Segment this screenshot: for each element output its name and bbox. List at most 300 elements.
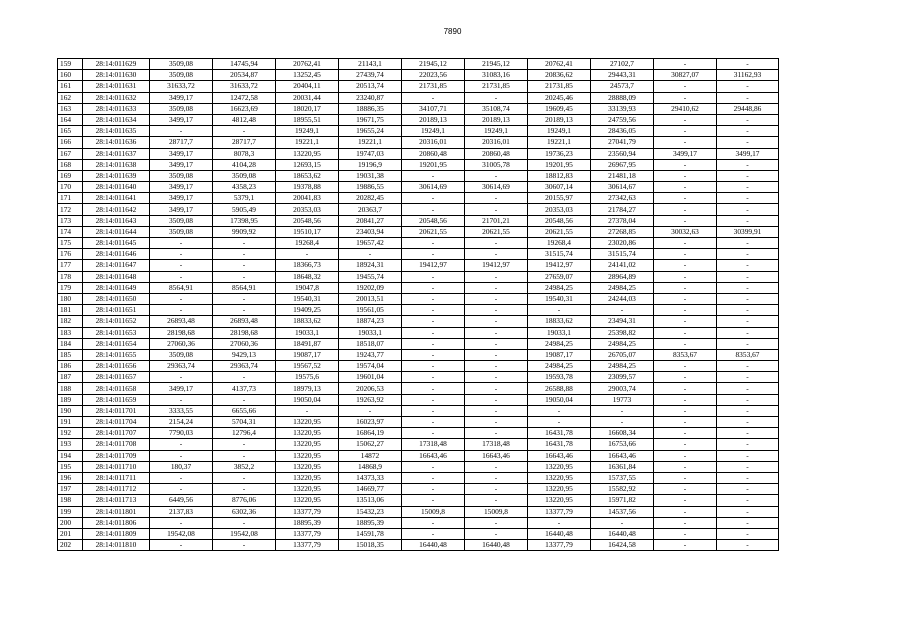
value-cell: 13377,79 bbox=[528, 506, 591, 517]
value-cell: 19773 bbox=[591, 394, 654, 405]
value-cell: 19378,88 bbox=[276, 182, 339, 193]
table-row bbox=[58, 238, 779, 249]
value-cell: 14591,78 bbox=[339, 528, 402, 539]
cadastral-number-cell: 28:14:011645 bbox=[83, 238, 150, 249]
value-cell: - bbox=[465, 249, 528, 260]
value-cell: - bbox=[717, 182, 779, 193]
value-cell: 27102,7 bbox=[591, 59, 654, 70]
table-row bbox=[58, 517, 779, 528]
row-number-cell: 174 bbox=[58, 226, 83, 237]
cadastral-number-cell: 28:14:011707 bbox=[83, 428, 150, 439]
value-cell: 15432,23 bbox=[339, 506, 402, 517]
value-cell: 24984,25 bbox=[528, 282, 591, 293]
cadastral-number-cell: 28:14:011653 bbox=[83, 327, 150, 338]
value-cell: 27060,36 bbox=[150, 338, 213, 349]
value-cell: 3509,08 bbox=[150, 59, 213, 70]
value-cell: 19542,08 bbox=[150, 528, 213, 539]
value-cell: - bbox=[465, 472, 528, 483]
cadastral-number-cell: 28:14:011713 bbox=[83, 495, 150, 506]
value-cell: - bbox=[402, 204, 465, 215]
value-cell: 27342,63 bbox=[591, 193, 654, 204]
value-cell: 21731,85 bbox=[528, 81, 591, 92]
cadastral-number-cell: 28:14:011650 bbox=[83, 293, 150, 304]
value-cell: - bbox=[465, 372, 528, 383]
value-cell: 16431,78 bbox=[528, 428, 591, 439]
value-cell: - bbox=[654, 271, 717, 282]
value-cell: - bbox=[654, 182, 717, 193]
value-cell: 19221,1 bbox=[528, 137, 591, 148]
value-cell: - bbox=[528, 405, 591, 416]
value-cell: 13220,95 bbox=[276, 461, 339, 472]
value-cell: 23560,94 bbox=[591, 148, 654, 159]
value-cell: - bbox=[402, 249, 465, 260]
row-number-cell: 188 bbox=[58, 383, 83, 394]
value-cell: - bbox=[717, 394, 779, 405]
value-cell: - bbox=[465, 204, 528, 215]
value-cell: 16643,46 bbox=[402, 450, 465, 461]
value-cell: 13220,95 bbox=[276, 439, 339, 450]
value-cell: - bbox=[591, 417, 654, 428]
row-number-cell: 189 bbox=[58, 394, 83, 405]
row-number-cell: 183 bbox=[58, 327, 83, 338]
value-cell: 34107,71 bbox=[402, 103, 465, 114]
value-cell: - bbox=[150, 394, 213, 405]
value-cell: 24141,02 bbox=[591, 260, 654, 271]
value-cell: 3499,17 bbox=[150, 148, 213, 159]
table-row bbox=[58, 204, 779, 215]
value-cell: 19540,31 bbox=[528, 293, 591, 304]
value-cell: 3509,08 bbox=[150, 170, 213, 181]
value-cell: 31005,78 bbox=[465, 159, 528, 170]
table-row bbox=[58, 70, 779, 81]
value-cell: - bbox=[402, 92, 465, 103]
value-cell: 20245,46 bbox=[528, 92, 591, 103]
value-cell: 30827,07 bbox=[654, 70, 717, 81]
value-cell: 19412,97 bbox=[402, 260, 465, 271]
cadastral-number-cell: 28:14:011655 bbox=[83, 349, 150, 360]
value-cell: 13220,95 bbox=[276, 495, 339, 506]
value-cell: 19033,1 bbox=[276, 327, 339, 338]
value-cell: - bbox=[402, 316, 465, 327]
table-row bbox=[58, 126, 779, 137]
value-cell: - bbox=[528, 417, 591, 428]
value-cell: 15062,27 bbox=[339, 439, 402, 450]
cadastral-number-cell: 28:14:011810 bbox=[83, 540, 150, 551]
value-cell: 15009,8 bbox=[465, 506, 528, 517]
row-number-cell: 184 bbox=[58, 338, 83, 349]
value-cell: 19202,09 bbox=[339, 282, 402, 293]
value-cell: - bbox=[150, 249, 213, 260]
value-cell: - bbox=[654, 372, 717, 383]
value-cell: 20860,48 bbox=[465, 148, 528, 159]
value-cell: - bbox=[717, 137, 779, 148]
value-cell: 27041,79 bbox=[591, 137, 654, 148]
value-cell: 19657,42 bbox=[339, 238, 402, 249]
cadastral-number-cell: 28:14:011634 bbox=[83, 114, 150, 125]
value-cell: - bbox=[402, 528, 465, 539]
value-cell: 21945,12 bbox=[402, 59, 465, 70]
value-cell: - bbox=[150, 484, 213, 495]
value-cell: 19201,95 bbox=[528, 159, 591, 170]
value-cell: 31083,16 bbox=[465, 70, 528, 81]
row-number-cell: 196 bbox=[58, 472, 83, 483]
value-cell: - bbox=[150, 540, 213, 551]
value-cell: 19087,17 bbox=[276, 349, 339, 360]
value-cell: - bbox=[717, 540, 779, 551]
value-cell: - bbox=[717, 305, 779, 316]
value-cell: 20316,01 bbox=[402, 137, 465, 148]
value-cell: - bbox=[717, 170, 779, 181]
row-number-cell: 198 bbox=[58, 495, 83, 506]
value-cell: - bbox=[717, 372, 779, 383]
value-cell: 13377,79 bbox=[276, 506, 339, 517]
value-cell: 15737,55 bbox=[591, 472, 654, 483]
row-number-cell: 187 bbox=[58, 372, 83, 383]
value-cell: 3499,17 bbox=[150, 114, 213, 125]
cadastral-number-cell: 28:14:011635 bbox=[83, 126, 150, 137]
value-cell: 30614,69 bbox=[402, 182, 465, 193]
table-row bbox=[58, 170, 779, 181]
value-cell: - bbox=[654, 495, 717, 506]
value-cell: 35108,74 bbox=[465, 103, 528, 114]
value-cell: 23494,31 bbox=[591, 316, 654, 327]
value-cell: - bbox=[654, 204, 717, 215]
value-cell: 26705,07 bbox=[591, 349, 654, 360]
table-row bbox=[58, 450, 779, 461]
cadastral-number-cell: 28:14:011704 bbox=[83, 417, 150, 428]
value-cell: - bbox=[654, 249, 717, 260]
row-number-cell: 168 bbox=[58, 159, 83, 170]
value-cell: 28717,7 bbox=[150, 137, 213, 148]
row-number-cell: 169 bbox=[58, 170, 83, 181]
cadastral-number-cell: 28:14:011658 bbox=[83, 383, 150, 394]
value-cell: 3499,17 bbox=[150, 193, 213, 204]
value-cell: 14373,33 bbox=[339, 472, 402, 483]
value-cell: 13220,95 bbox=[276, 148, 339, 159]
value-cell: - bbox=[402, 170, 465, 181]
value-cell: 20621,55 bbox=[465, 226, 528, 237]
value-cell: - bbox=[528, 517, 591, 528]
value-cell: 28198,68 bbox=[213, 327, 276, 338]
value-cell: 6449,56 bbox=[150, 495, 213, 506]
value-cell: 5905,49 bbox=[213, 204, 276, 215]
value-cell: 18366,73 bbox=[276, 260, 339, 271]
value-cell: 19196,9 bbox=[339, 159, 402, 170]
value-cell: - bbox=[654, 540, 717, 551]
value-cell: 19575,6 bbox=[276, 372, 339, 383]
value-cell: 16643,46 bbox=[528, 450, 591, 461]
value-cell: 26588,88 bbox=[528, 383, 591, 394]
value-cell: - bbox=[654, 517, 717, 528]
value-cell: 30607,14 bbox=[528, 182, 591, 193]
value-cell: 3499,17 bbox=[150, 383, 213, 394]
table-row bbox=[58, 540, 779, 551]
value-cell: 3499,17 bbox=[150, 92, 213, 103]
value-cell: 29363,74 bbox=[213, 361, 276, 372]
value-cell: 27659,07 bbox=[528, 271, 591, 282]
value-cell: 18653,62 bbox=[276, 170, 339, 181]
value-cell: - bbox=[150, 293, 213, 304]
value-cell: - bbox=[654, 238, 717, 249]
value-cell: 3333,55 bbox=[150, 405, 213, 416]
table-row bbox=[58, 193, 779, 204]
value-cell: 16864,19 bbox=[339, 428, 402, 439]
value-cell: 13377,79 bbox=[528, 540, 591, 551]
table-row bbox=[58, 182, 779, 193]
cadastral-number-cell: 28:14:011656 bbox=[83, 361, 150, 372]
table-row bbox=[58, 439, 779, 450]
value-cell: 17318,48 bbox=[402, 439, 465, 450]
value-cell: 22023,56 bbox=[402, 70, 465, 81]
cadastral-number-cell: 28:14:011657 bbox=[83, 372, 150, 383]
row-number-cell: 172 bbox=[58, 204, 83, 215]
value-cell: - bbox=[654, 439, 717, 450]
value-cell: 30399,91 bbox=[717, 226, 779, 237]
value-cell: - bbox=[717, 260, 779, 271]
value-cell: 21945,12 bbox=[465, 59, 528, 70]
value-cell: - bbox=[465, 293, 528, 304]
value-cell: - bbox=[717, 193, 779, 204]
value-cell: 24984,25 bbox=[591, 361, 654, 372]
row-number-cell: 180 bbox=[58, 293, 83, 304]
value-cell: - bbox=[717, 81, 779, 92]
value-cell: 19268,4 bbox=[276, 238, 339, 249]
cadastral-number-cell: 28:14:011709 bbox=[83, 450, 150, 461]
value-cell: 19249,1 bbox=[402, 126, 465, 137]
cadastral-number-cell: 28:14:011712 bbox=[83, 484, 150, 495]
value-cell: - bbox=[213, 238, 276, 249]
value-cell: - bbox=[528, 305, 591, 316]
value-cell: 19050,04 bbox=[528, 394, 591, 405]
value-cell: - bbox=[150, 517, 213, 528]
value-cell: - bbox=[402, 361, 465, 372]
value-cell: - bbox=[717, 361, 779, 372]
value-cell: - bbox=[717, 461, 779, 472]
value-cell: - bbox=[654, 461, 717, 472]
cadastral-number-cell: 28:14:011636 bbox=[83, 137, 150, 148]
value-cell: - bbox=[717, 92, 779, 103]
value-cell: - bbox=[717, 517, 779, 528]
value-cell: 9909,92 bbox=[213, 226, 276, 237]
value-cell: - bbox=[465, 517, 528, 528]
value-cell: 20189,13 bbox=[402, 114, 465, 125]
row-number-cell: 178 bbox=[58, 271, 83, 282]
value-cell: 20155,97 bbox=[528, 193, 591, 204]
value-cell: 2154,24 bbox=[150, 417, 213, 428]
value-cell: 31515,74 bbox=[528, 249, 591, 260]
value-cell: - bbox=[465, 316, 528, 327]
row-number-cell: 186 bbox=[58, 361, 83, 372]
value-cell: 28888,09 bbox=[591, 92, 654, 103]
value-cell: - bbox=[150, 271, 213, 282]
table-row bbox=[58, 528, 779, 539]
value-cell: 13220,95 bbox=[276, 472, 339, 483]
value-cell: 19886,55 bbox=[339, 182, 402, 193]
value-cell: 18833,62 bbox=[528, 316, 591, 327]
value-cell: 20404,11 bbox=[276, 81, 339, 92]
value-cell: 16643,46 bbox=[465, 450, 528, 461]
value-cell: 18979,13 bbox=[276, 383, 339, 394]
table-row bbox=[58, 260, 779, 271]
table-row bbox=[58, 338, 779, 349]
table-row bbox=[58, 417, 779, 428]
row-number-cell: 167 bbox=[58, 148, 83, 159]
value-cell: - bbox=[213, 271, 276, 282]
value-cell: 14868,9 bbox=[339, 461, 402, 472]
value-cell: - bbox=[213, 439, 276, 450]
value-cell: 19540,31 bbox=[276, 293, 339, 304]
value-cell: 19263,92 bbox=[339, 394, 402, 405]
value-cell: - bbox=[717, 472, 779, 483]
value-cell: - bbox=[654, 170, 717, 181]
value-cell: - bbox=[465, 428, 528, 439]
value-cell: - bbox=[654, 472, 717, 483]
row-number-cell: 179 bbox=[58, 282, 83, 293]
value-cell: 3499,17 bbox=[717, 148, 779, 159]
cadastral-number-cell: 28:14:011809 bbox=[83, 528, 150, 539]
value-cell: 18812,83 bbox=[528, 170, 591, 181]
value-cell: - bbox=[654, 338, 717, 349]
value-cell: 23240,87 bbox=[339, 92, 402, 103]
value-cell: - bbox=[402, 282, 465, 293]
table-row bbox=[58, 506, 779, 517]
cadastral-number-cell: 28:14:011640 bbox=[83, 182, 150, 193]
table-row bbox=[58, 137, 779, 148]
value-cell: - bbox=[717, 59, 779, 70]
value-cell: 19593,78 bbox=[528, 372, 591, 383]
value-cell: - bbox=[654, 215, 717, 226]
value-cell: 19249,1 bbox=[465, 126, 528, 137]
table-row bbox=[58, 405, 779, 416]
value-cell: - bbox=[150, 126, 213, 137]
value-cell: - bbox=[465, 170, 528, 181]
value-cell: 28436,05 bbox=[591, 126, 654, 137]
cadastral-number-cell: 28:14:011649 bbox=[83, 282, 150, 293]
value-cell: - bbox=[402, 461, 465, 472]
value-cell: 20548,56 bbox=[528, 215, 591, 226]
value-cell: 16753,66 bbox=[591, 439, 654, 450]
value-cell: 16431,78 bbox=[528, 439, 591, 450]
value-cell: 8564,91 bbox=[150, 282, 213, 293]
value-cell: - bbox=[150, 439, 213, 450]
row-number-cell: 197 bbox=[58, 484, 83, 495]
value-cell: 19201,95 bbox=[402, 159, 465, 170]
value-cell: 14872 bbox=[339, 450, 402, 461]
value-cell: - bbox=[717, 528, 779, 539]
cadastral-number-cell: 28:14:011651 bbox=[83, 305, 150, 316]
value-cell: - bbox=[717, 439, 779, 450]
value-cell: - bbox=[654, 260, 717, 271]
value-cell: 15018,35 bbox=[339, 540, 402, 551]
value-cell: 5379,1 bbox=[213, 193, 276, 204]
value-cell: 19561,05 bbox=[339, 305, 402, 316]
value-cell: 28964,89 bbox=[591, 271, 654, 282]
value-cell: 19221,1 bbox=[276, 137, 339, 148]
value-cell: - bbox=[717, 383, 779, 394]
value-cell: - bbox=[717, 293, 779, 304]
table-row bbox=[58, 472, 779, 483]
value-cell: 26893,48 bbox=[150, 316, 213, 327]
value-cell: - bbox=[654, 282, 717, 293]
value-cell: 19047,8 bbox=[276, 282, 339, 293]
value-cell: 18020,17 bbox=[276, 103, 339, 114]
table-row bbox=[58, 92, 779, 103]
value-cell: 16440,48 bbox=[402, 540, 465, 551]
value-cell: 23403,94 bbox=[339, 226, 402, 237]
value-cell: 24984,25 bbox=[528, 361, 591, 372]
value-cell: 8353,67 bbox=[717, 349, 779, 360]
value-cell: 9429,13 bbox=[213, 349, 276, 360]
table-row bbox=[58, 215, 779, 226]
cadastral-number-cell: 28:14:011801 bbox=[83, 506, 150, 517]
row-number-cell: 176 bbox=[58, 249, 83, 260]
value-cell: 20513,74 bbox=[339, 81, 402, 92]
row-number-cell: 193 bbox=[58, 439, 83, 450]
value-cell: 19455,74 bbox=[339, 271, 402, 282]
value-cell: - bbox=[150, 260, 213, 271]
value-cell: - bbox=[213, 484, 276, 495]
table-row bbox=[58, 159, 779, 170]
value-cell: - bbox=[465, 394, 528, 405]
value-cell: - bbox=[654, 293, 717, 304]
value-cell: - bbox=[717, 450, 779, 461]
value-cell: - bbox=[339, 405, 402, 416]
table-row bbox=[58, 103, 779, 114]
value-cell: - bbox=[654, 428, 717, 439]
value-cell: - bbox=[717, 271, 779, 282]
value-cell: 13252,45 bbox=[276, 70, 339, 81]
row-number-cell: 202 bbox=[58, 540, 83, 551]
value-cell: - bbox=[402, 305, 465, 316]
value-cell: - bbox=[465, 327, 528, 338]
value-cell: - bbox=[402, 517, 465, 528]
value-cell: - bbox=[654, 361, 717, 372]
value-cell: 20041,83 bbox=[276, 193, 339, 204]
table-row bbox=[58, 327, 779, 338]
value-cell: - bbox=[465, 361, 528, 372]
value-cell: - bbox=[402, 495, 465, 506]
value-cell: 28717,7 bbox=[213, 137, 276, 148]
value-cell: 3509,08 bbox=[150, 103, 213, 114]
value-cell: - bbox=[717, 126, 779, 137]
table-body bbox=[58, 59, 779, 551]
value-cell: - bbox=[465, 349, 528, 360]
value-cell: - bbox=[213, 372, 276, 383]
value-cell: 15009,8 bbox=[402, 506, 465, 517]
value-cell: - bbox=[465, 417, 528, 428]
value-cell: 3509,08 bbox=[150, 226, 213, 237]
value-cell: - bbox=[150, 372, 213, 383]
value-cell: 19574,04 bbox=[339, 361, 402, 372]
row-number-cell: 159 bbox=[58, 59, 83, 70]
value-cell: 21731,85 bbox=[402, 81, 465, 92]
value-cell: - bbox=[465, 338, 528, 349]
cadastral-number-cell: 28:14:011641 bbox=[83, 193, 150, 204]
row-number-cell: 194 bbox=[58, 450, 83, 461]
table-row bbox=[58, 114, 779, 125]
row-number-cell: 181 bbox=[58, 305, 83, 316]
value-cell: 29003,74 bbox=[591, 383, 654, 394]
value-cell: 19542,08 bbox=[213, 528, 276, 539]
value-cell: 16608,34 bbox=[591, 428, 654, 439]
value-cell: - bbox=[213, 305, 276, 316]
row-number-cell: 192 bbox=[58, 428, 83, 439]
value-cell: 12693,15 bbox=[276, 159, 339, 170]
value-cell: - bbox=[402, 271, 465, 282]
value-cell: - bbox=[213, 249, 276, 260]
value-cell: - bbox=[654, 92, 717, 103]
value-cell: 19249,1 bbox=[276, 126, 339, 137]
